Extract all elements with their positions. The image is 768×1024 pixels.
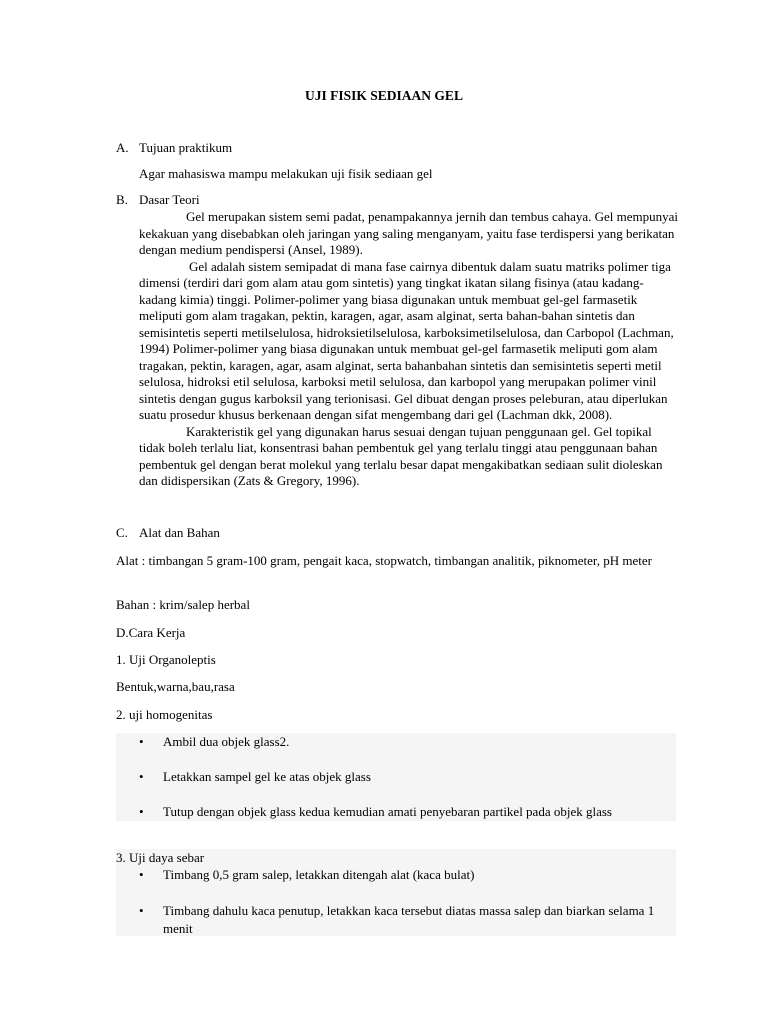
theory-paragraph-2: Gel adalah sistem semipadat di mana fase cairnya dibentuk dalam suatu matriks polimer tiga dimensi (terdiri dari gom alam atau gom sintetis) yang tingkat ikatan silang fisinya (atau kadang-kadang kimia) tinggi. Polimer-polimer yang biasa digunakan untuk membuat gel-gel farmasetik meliputi gom alam tragakan, pektin, karagen, agar, asam alginat, serta bahan-bahan sintetis dan semisintetis seperti metilselulosa, hidroksietilselulosa, karboksimetilselulosa, dan Carbopol (Lachman, 1994) Polimer-polimer yang biasa digunakan untuk membuat gel-gel farmasetik meliputi gom alam tragakan, pektin, karagen, agar, asam alginat, serta bahanbahan sintetis dan semisintetis seperti metil selulosa, hidroksi etil selulosa, karboksi metil selulosa, dan karbopol yang merupakan polimer vinil sintetis dengan gugus karboksil yang terionisasi. Gel dibuat dengan proses peleburan, atau diperlukan suatu prosedur khusus berkenaan dengan sifat mengembang dari gel (Lachman dkk, 2008). [139,258,674,422]
theory-paragraph-3: Karakteristik gel yang digunakan harus sesuai dengan tujuan penggunaan gel. Gel topikal tidak boleh terlalu liat, konsentrasi bahan pembentuk gel yang terlalu tinggi atau penggunaan bahan pembentuk gel dengan berat molekul yang terlalu besar dapat mengakibatkan sediaan sulit dioleskan dan didispersikan (Zats & Gregory, 1996). [139,423,663,488]
step-3-heading: 3. Uji daya sebar [116,850,205,865]
bullet-icon: • [139,769,144,784]
bullet-icon: • [139,734,144,749]
alat-text: Alat : timbangan 5 gram-100 gram, pengait kaca, stopwatch, timbangan analitik, piknometer, pH meter [116,553,652,568]
step-1-text: Bentuk,warna,bau,rasa [116,679,235,694]
theory-paragraph-1: Gel merupakan sistem semi padat, penampakannya jernih dan tembus cahaya. Gel mempunyai kekakuan yang disebabkan oleh jaringan yang saling menganyam, yaitu fase terdispersi yang berikatan dengan medium pendispersi (Ansel, 1989). [139,209,679,257]
section-a-letter: A. [116,140,129,155]
bullet-icon: • [139,903,144,918]
section-b-heading: Dasar Teori [139,192,200,207]
list-item-text: Letakkan sampel gel ke atas objek glass [163,769,371,784]
list-item-text: Ambil dua objek glass2. [163,734,290,749]
section-a-text: Agar mahasiswa mampu melakukan uji fisik sediaan gel [139,166,433,181]
document-title: UJI FISIK SEDIAAN GEL [305,88,463,103]
list-item-text: Timbang 0,5 gram salep, letakkan ditengah alat (kaca bulat) [163,867,475,882]
section-b-letter: B. [116,192,128,207]
bullet-icon: • [139,804,144,819]
section-b-body [139,209,679,490]
section-c-heading: Alat dan Bahan [139,525,220,540]
section-a-heading: Tujuan praktikum [139,140,233,155]
step-2-heading: 2. uji homogenitas [116,707,213,722]
bullet-icon: • [139,867,144,882]
section-c-letter: C. [116,525,128,540]
step-1-heading: 1. Uji Organoleptis [116,652,216,667]
list-item-text: Timbang dahulu kaca penutup, letakkan kaca tersebut diatas massa salep dan biarkan selama 1 menit [163,903,655,936]
section-d-heading: D.Cara Kerja [116,625,186,640]
list-item-text: Tutup dengan objek glass kedua kemudian amati penyebaran partikel pada objek glass [163,804,612,819]
bahan-text: Bahan : krim/salep herbal [116,597,250,612]
